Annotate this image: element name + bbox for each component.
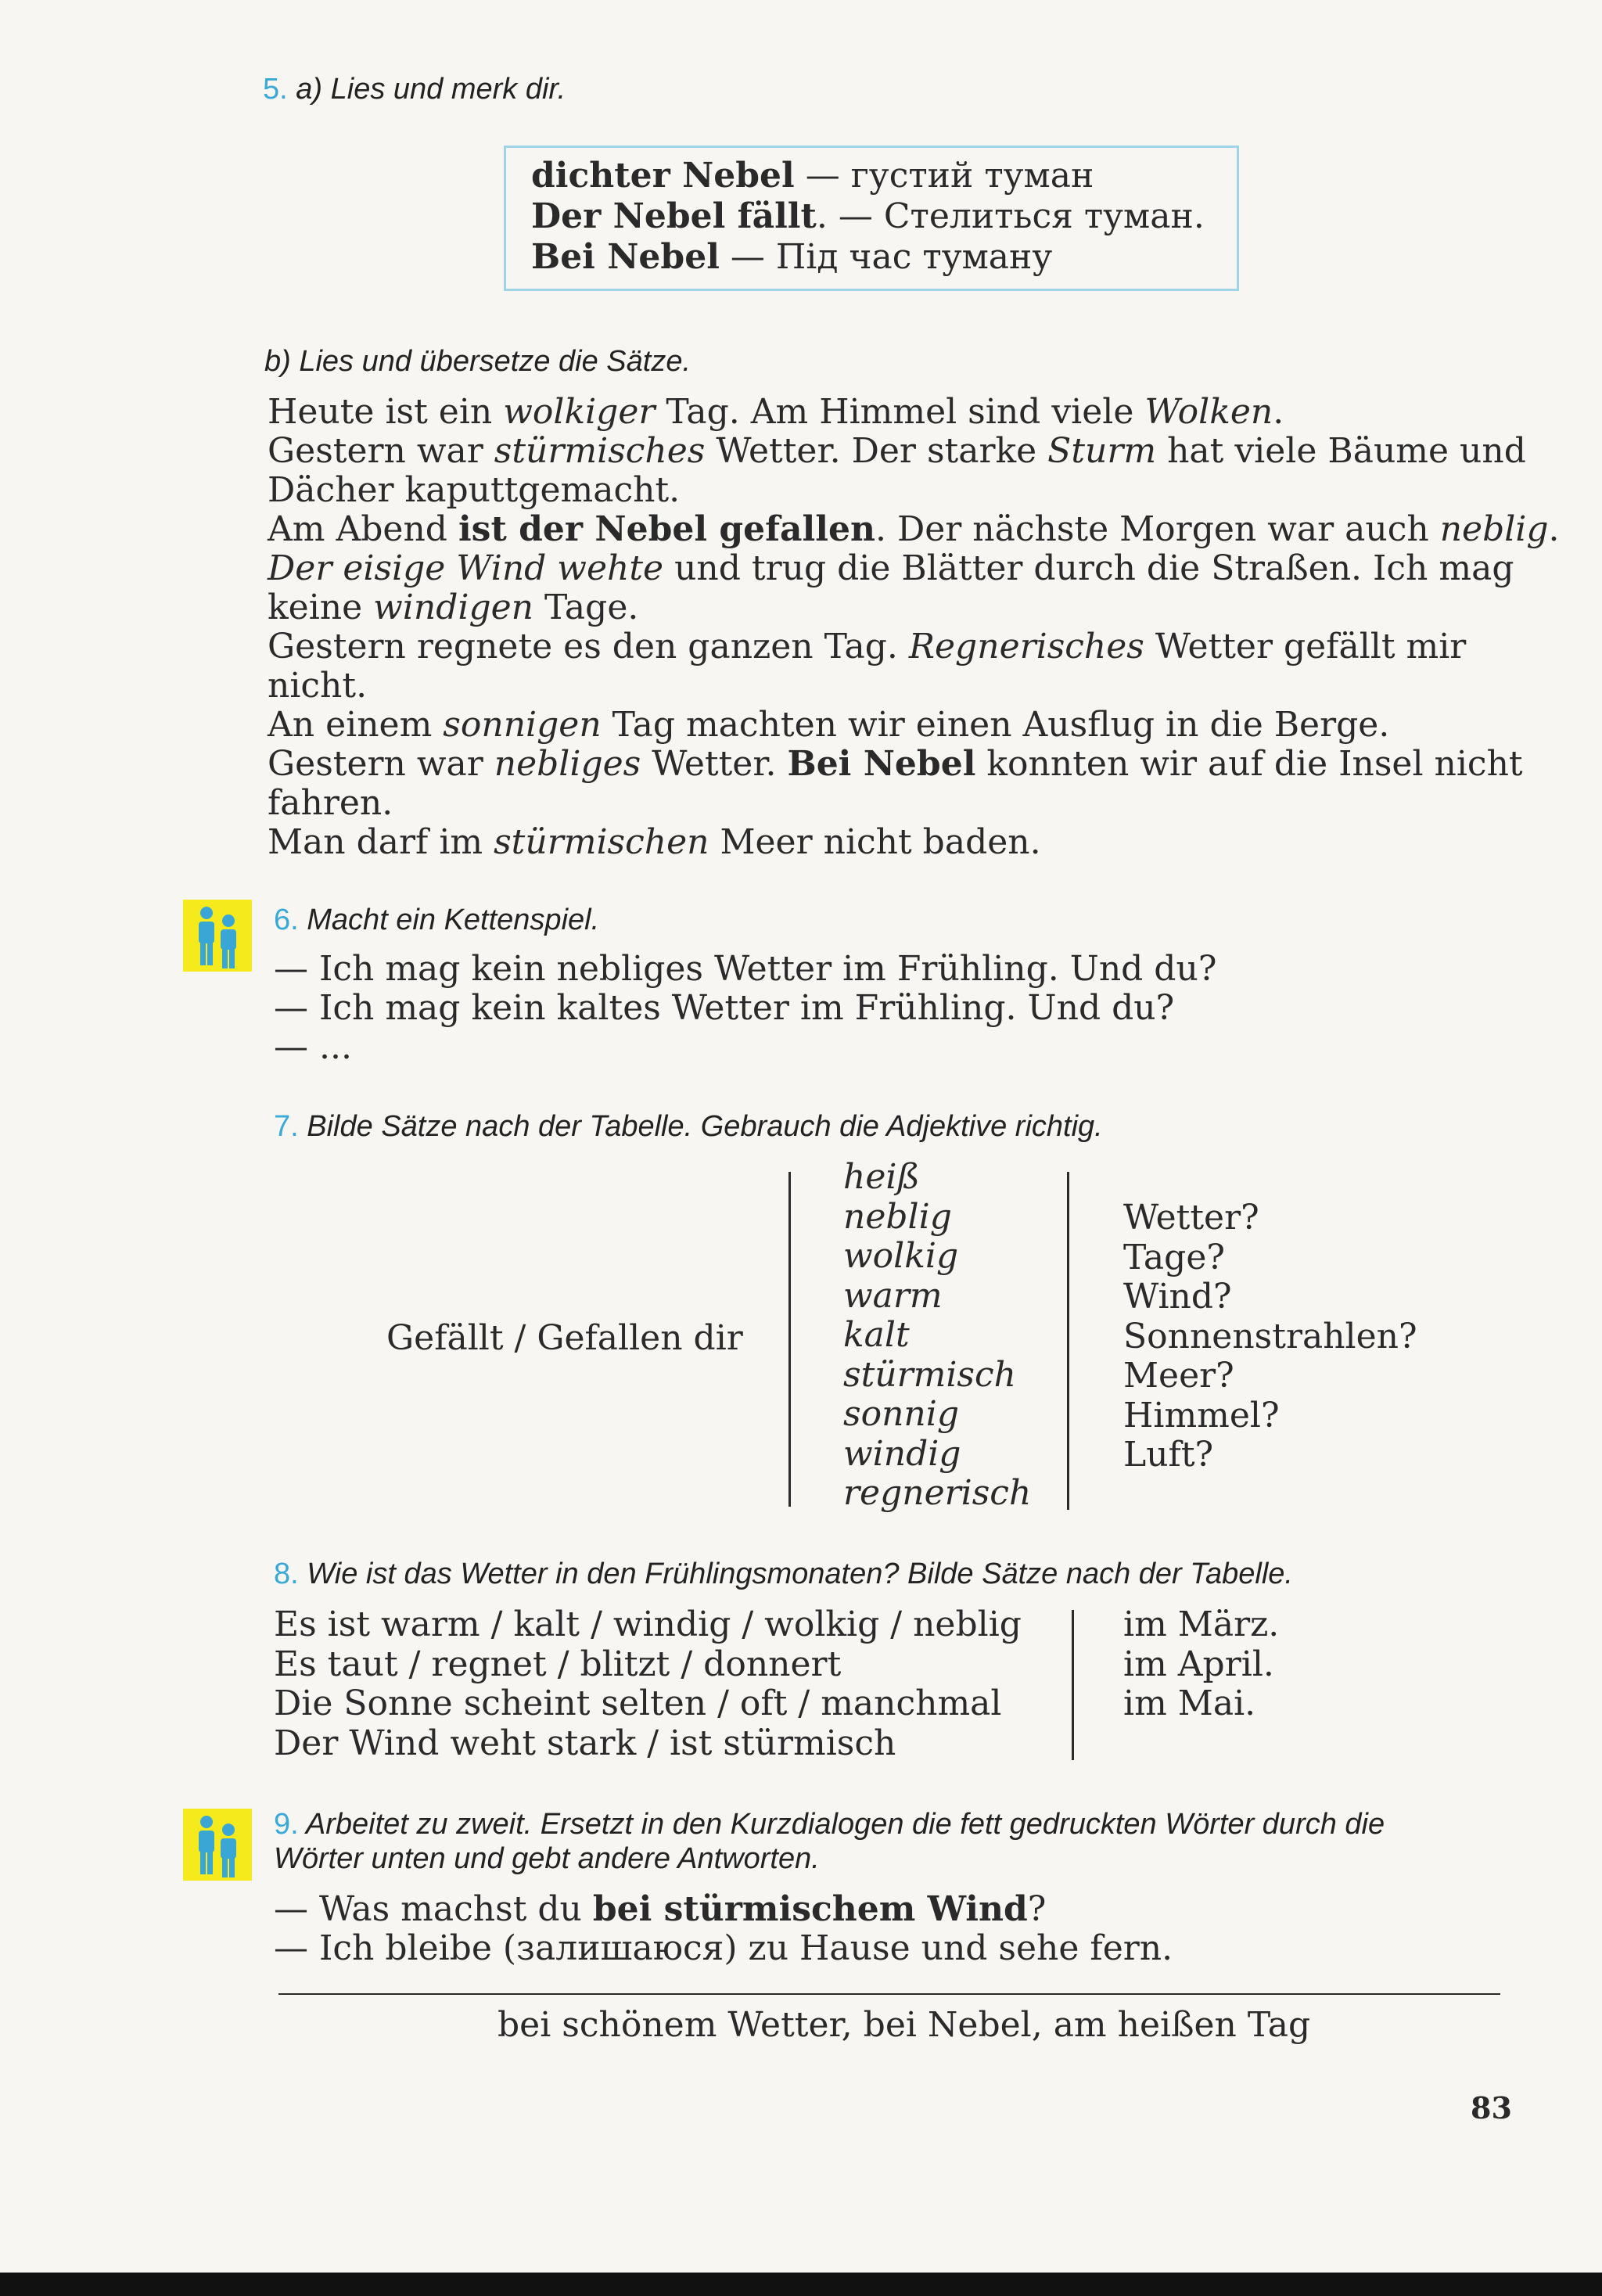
adjective: warm (843, 1275, 943, 1316)
adjective: regnerisch (843, 1473, 1032, 1513)
ex8-heading (274, 1557, 1293, 1591)
ex9-answer: — Ich bleibe (залишаюся) zu Hause und sehe fern. (274, 1928, 1173, 1968)
ex8-right-column (1123, 1605, 1279, 1724)
ex9-instruction-line-1 (274, 1807, 1525, 1841)
page-number: 83 (1471, 2090, 1512, 2125)
ex9-number: 9. (274, 1808, 299, 1841)
adjective: stürmisch (843, 1354, 1016, 1395)
noun: Luft? (1123, 1435, 1214, 1475)
ex9-replacement-words: bei schönem Wetter, bei Nebel, am heißen Tag (497, 2005, 1311, 2045)
bottom-edge (0, 2273, 1602, 2296)
text-line: Gestern war nebliges Wetter. Bei Nebel konnten wir auf die Insel nicht (268, 744, 1523, 784)
vocab-line-3 (531, 237, 1212, 278)
ex7-instruction: Bilde Sätze nach der Tabelle. Gebrauch die Adjektive richtig. (307, 1110, 1103, 1143)
text-line: An einem sonnigen Tag machten wir einen Ausflug in die Berge. (268, 705, 1390, 745)
text-line: nicht. (268, 666, 368, 706)
text-line: Heute ist ein wolkiger Tag. Am Himmel sind viele Wolken. (268, 392, 1284, 432)
vocab-translation-3: — Під час туману (719, 237, 1053, 277)
ex6-number: 6. (274, 904, 299, 936)
ex5-heading-a (263, 72, 566, 106)
ex9-heading (274, 1807, 1525, 1876)
ex5-text (268, 392, 1560, 862)
ex8-month: im März. (1123, 1604, 1280, 1644)
ex7-left-phrase: Gefällt / Gefallen dir (386, 1318, 743, 1358)
ex7-heading (274, 1109, 1103, 1144)
table-divider-left (788, 1172, 791, 1507)
adjective: neblig (843, 1196, 952, 1237)
ex8-phrase: Es taut / regnet / blitzt / donnert (274, 1644, 842, 1684)
ex8-left-column (274, 1605, 1022, 1763)
ex9-instruction-1: Arbeitet zu zweit. Ersetzt in den Kurzdialogen die fett gedruckten Wörter durch die (305, 1808, 1385, 1841)
text-line: Am Abend ist der Nebel gefallen. Der nächste Morgen war auch neblig. (268, 509, 1560, 549)
ex5-instruction-a: a) Lies und merk dir. (296, 73, 566, 106)
ex8-month: im April. (1123, 1644, 1274, 1684)
ex8-number: 8. (274, 1558, 299, 1590)
vocab-line-1 (531, 156, 1212, 196)
vocabulary-box (504, 146, 1239, 291)
ex6-heading (274, 903, 599, 937)
ex8-month: im Mai. (1123, 1683, 1256, 1723)
vocab-german-2: Der Nebel fällt (531, 196, 817, 236)
ex8-instruction: Wie ist das Wetter in den Frühlingsmonaten? Bilde Sätze nach der Tabelle. (307, 1558, 1293, 1590)
dialogue-line: — ... (274, 1027, 352, 1067)
noun: Himmel? (1123, 1395, 1280, 1435)
text-line: Gestern war stürmisches Wetter. Der starke Sturm hat viele Bäume und (268, 431, 1526, 471)
noun: Wetter? (1123, 1198, 1259, 1238)
text-line: Dächer kaputtgemacht. (268, 470, 681, 510)
adjective: wolkig (843, 1236, 959, 1276)
vocab-line-2 (531, 196, 1212, 237)
adjective: windig (843, 1433, 961, 1474)
ex9-question: — Was machst du bei stürmischem Wind? (274, 1889, 1047, 1929)
ex7-number: 7. (274, 1110, 299, 1143)
ex9-instruction-2: Wörter unten und gebt andere Antworten. (274, 1842, 820, 1875)
text-line: fahren. (268, 783, 393, 823)
noun: Wind? (1123, 1277, 1232, 1317)
ex8-phrase: Es ist warm / kalt / windig / wolkig / neblig (274, 1604, 1022, 1644)
vocab-german-3: Bei Nebel (531, 237, 720, 277)
vocab-translation-1: — густий туман (794, 156, 1094, 196)
pair-work-icon (183, 1809, 252, 1881)
text-line: Gestern regnete es den ganzen Tag. Regnerisches Wetter gefällt mir (268, 627, 1467, 667)
noun: Meer? (1123, 1356, 1234, 1396)
pair-work-icon (183, 900, 252, 972)
vocab-translation-2: . — Стелиться туман. (816, 196, 1205, 236)
adjective: sonnig (843, 1394, 959, 1434)
dialogue-line: — Ich mag kein kaltes Wetter im Frühling. Und du? (274, 988, 1175, 1028)
noun: Sonnenstrahlen? (1123, 1316, 1417, 1356)
ex8-phrase: Der Wind weht stark / ist stürmisch (274, 1723, 896, 1763)
text-line: Man darf im stürmischen Meer nicht baden. (268, 822, 1041, 862)
ex7-adjectives (843, 1158, 1031, 1514)
separator-line (278, 1993, 1500, 1995)
vocab-german-1: dichter Nebel (531, 156, 795, 196)
ex9-dialogue (274, 1890, 1173, 1968)
ex5-instruction-b: b) Lies und übersetze die Sätze. (264, 345, 691, 378)
ex8-phrase: Die Sonne scheint selten / oft / manchmal (274, 1683, 1002, 1723)
ex8-divider (1072, 1610, 1074, 1760)
text-line: keine windigen Tage. (268, 587, 639, 627)
ex5-number: 5. (263, 73, 288, 106)
dialogue-line: — Ich mag kein nebliges Wetter im Frühling. Und du? (274, 949, 1217, 989)
adjective: heiß (843, 1157, 920, 1197)
adjective: kalt (843, 1315, 910, 1355)
ex6-dialogue (274, 950, 1216, 1067)
noun: Tage? (1123, 1237, 1225, 1277)
text-line: Der eisige Wind wehte und trug die Blätter durch die Straßen. Ich mag (268, 548, 1514, 588)
ex6-instruction: Macht ein Kettenspiel. (307, 904, 600, 936)
ex7-nouns (1123, 1198, 1417, 1475)
table-divider-right (1067, 1172, 1069, 1510)
